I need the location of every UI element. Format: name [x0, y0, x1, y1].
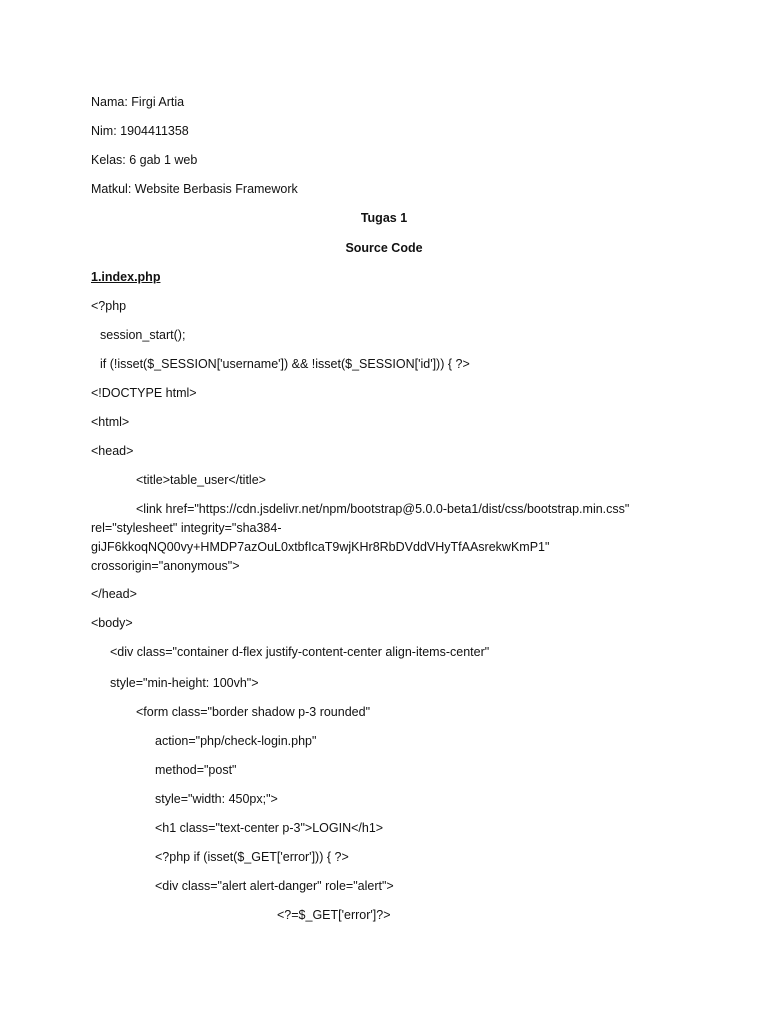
code-line: session_start();: [100, 328, 186, 342]
code-line: <?=$_GET['error']?>: [277, 908, 391, 922]
code-line: <?php: [91, 299, 127, 313]
code-line: <form class="border shadow p-3 rounded": [136, 705, 371, 719]
student-name: Nama: Firgi Artia: [91, 95, 185, 109]
section-heading: 1.index.php: [91, 270, 161, 284]
document-title: Tugas 1: [360, 211, 408, 225]
code-line: <html>: [91, 415, 130, 429]
code-line: <body>: [91, 616, 133, 630]
course-name: Matkul: Website Berbasis Framework: [91, 182, 298, 196]
code-line: method="post": [155, 763, 237, 777]
document-subtitle: Source Code: [345, 241, 423, 255]
code-line: <title>table_user</title>: [136, 473, 266, 487]
student-class: Kelas: 6 gab 1 web: [91, 153, 198, 167]
code-line: if (!isset($_SESSION['username']) && !isset($_SESSION['id'])) { ?>: [100, 357, 470, 371]
code-line: <link href="https://cdn.jsdelivr.net/npm/bootstrap@5.0.0-beta1/dist/css/bootstrap.min.css": [136, 502, 630, 516]
code-line: </head>: [91, 587, 137, 601]
code-line: <head>: [91, 444, 134, 458]
code-line: <div class="alert alert-danger" role="alert">: [155, 879, 394, 893]
code-line: giJF6kkoqNQ00vy+HMDP7azOuL0xtbfIcaT9wjKHr8RbDVddVHyTfAAsrekwKmP1": [91, 540, 550, 554]
code-line: rel="stylesheet" integrity="sha384-: [91, 521, 282, 535]
student-nim: Nim: 1904411358: [91, 124, 189, 138]
code-line: <?php if (isset($_GET['error'])) { ?>: [155, 850, 349, 864]
code-line: <!DOCTYPE html>: [91, 386, 197, 400]
code-line: action="php/check-login.php": [155, 734, 317, 748]
code-line: <div class="container d-flex justify-content-center align-items-center": [110, 645, 490, 659]
code-line: style="min-height: 100vh">: [110, 676, 259, 690]
code-line: crossorigin="anonymous">: [91, 559, 240, 573]
code-line: style="width: 450px;">: [155, 792, 278, 806]
code-line: <h1 class="text-center p-3">LOGIN</h1>: [155, 821, 384, 835]
